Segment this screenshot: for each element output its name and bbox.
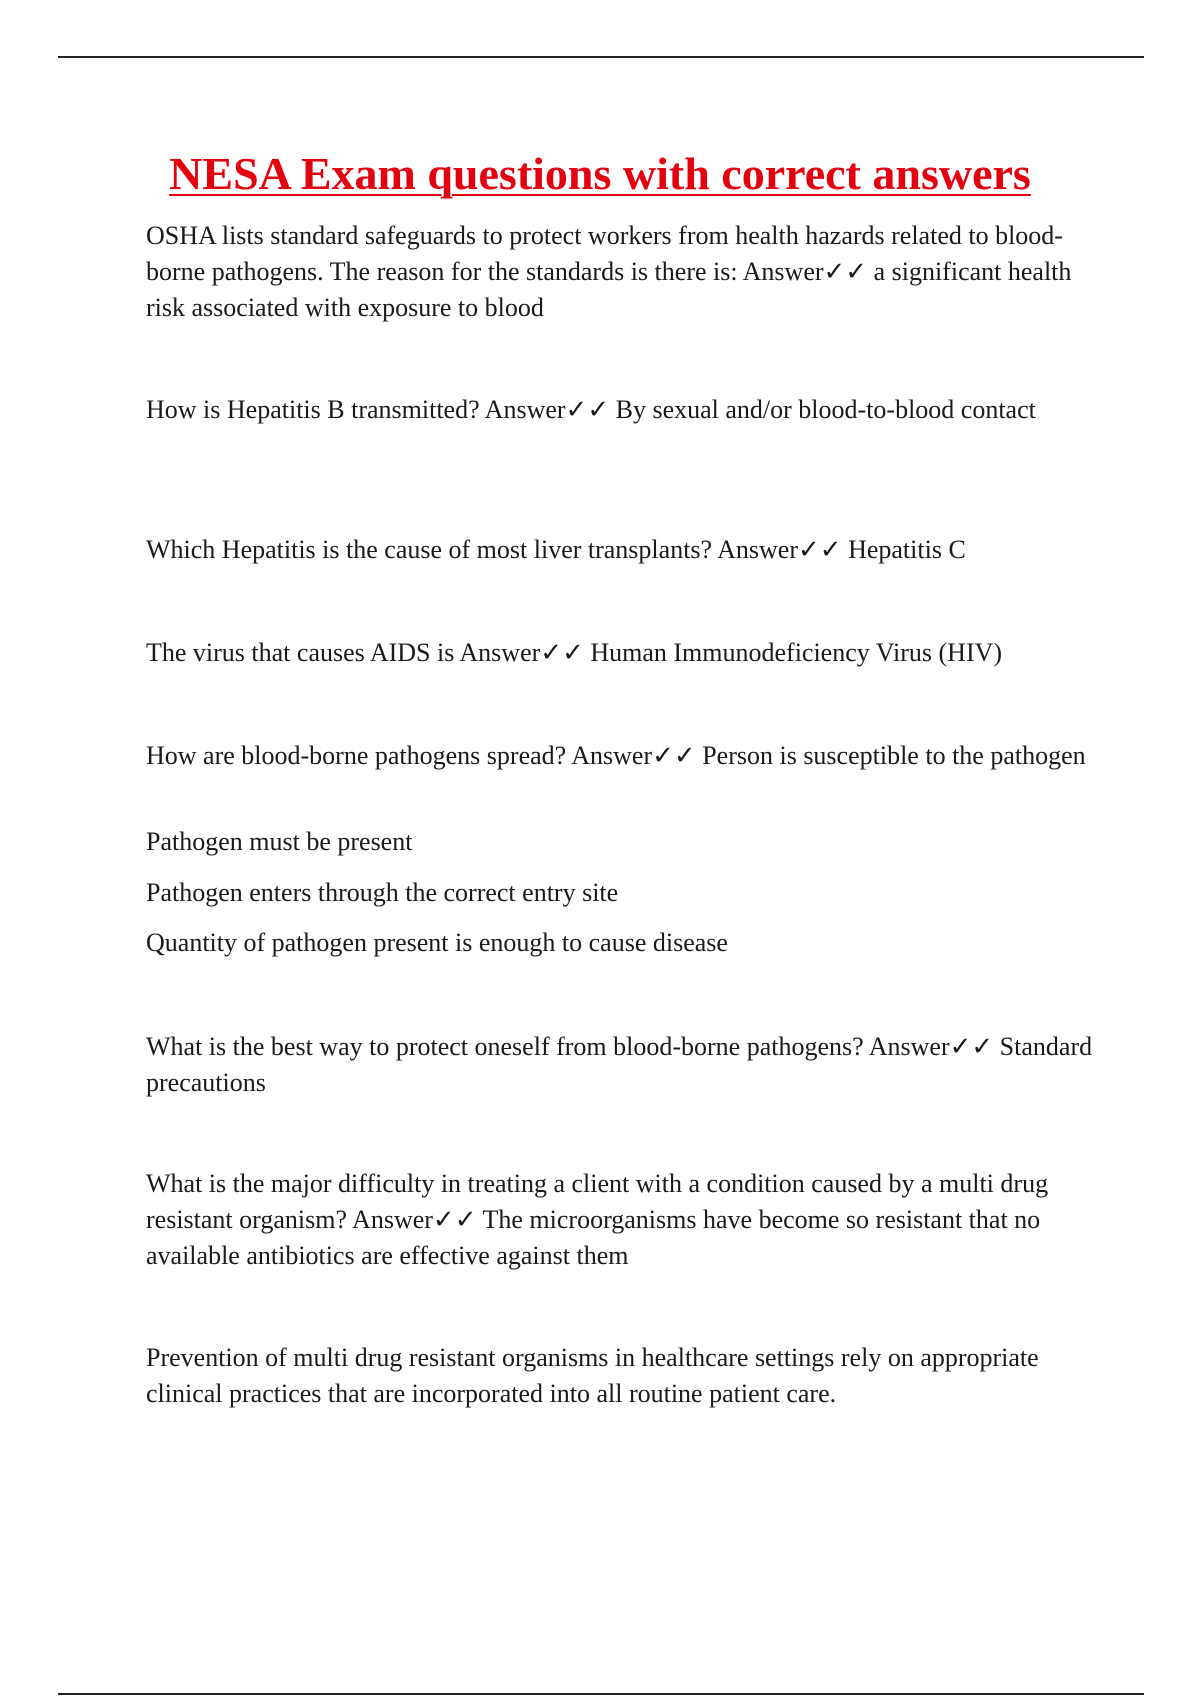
qa-paragraph-osha: OSHA lists standard safeguards to protect workers from health hazards related to blood-borne pathogens. The reason for the standards is there is: Answer✓✓ a significant health risk associated with exposure to blood — [146, 221, 1072, 322]
qa-paragraph-spread: How are blood-borne pathogens spread? Answer✓✓ Person is susceptible to the pathogen — [146, 741, 1086, 770]
qa-paragraph-mdro-prevention: Prevention of multi drug resistant organisms in healthcare settings rely on appropriate clinical practices that are incorporated into all routine patient care. — [146, 1343, 1039, 1408]
qa-paragraph-hepatitis-b: How is Hepatitis B transmitted? Answer✓✓ By sexual and/or blood-to-blood contact — [146, 395, 1036, 424]
list-item-quantity: Quantity of pathogen present is enough to cause disease — [146, 928, 728, 957]
list-item-entry-site: Pathogen enters through the correct entry site — [146, 878, 619, 907]
list-item-pathogen-present: Pathogen must be present — [146, 827, 413, 856]
page-title: NESA Exam questions with correct answers — [169, 148, 1031, 199]
bottom-rule — [58, 1693, 1144, 1695]
qa-paragraph-mdro-difficulty: What is the major difficulty in treating a client with a condition caused by a multi drug resistant organism? Answer✓✓ The microorganisms have become so resistant that no available antibiotics are effective against them — [146, 1169, 1049, 1270]
top-rule — [58, 56, 1144, 58]
qa-paragraph-hiv: The virus that causes AIDS is Answer✓✓ Human Immunodeficiency Virus (HIV) — [146, 638, 1003, 667]
qa-paragraph-hepatitis-c: Which Hepatitis is the cause of most liver transplants? Answer✓✓ Hepatitis C — [146, 535, 966, 564]
qa-paragraph-protection: What is the best way to protect oneself from blood-borne pathogens? Answer✓✓ Standard precautions — [146, 1032, 1093, 1097]
